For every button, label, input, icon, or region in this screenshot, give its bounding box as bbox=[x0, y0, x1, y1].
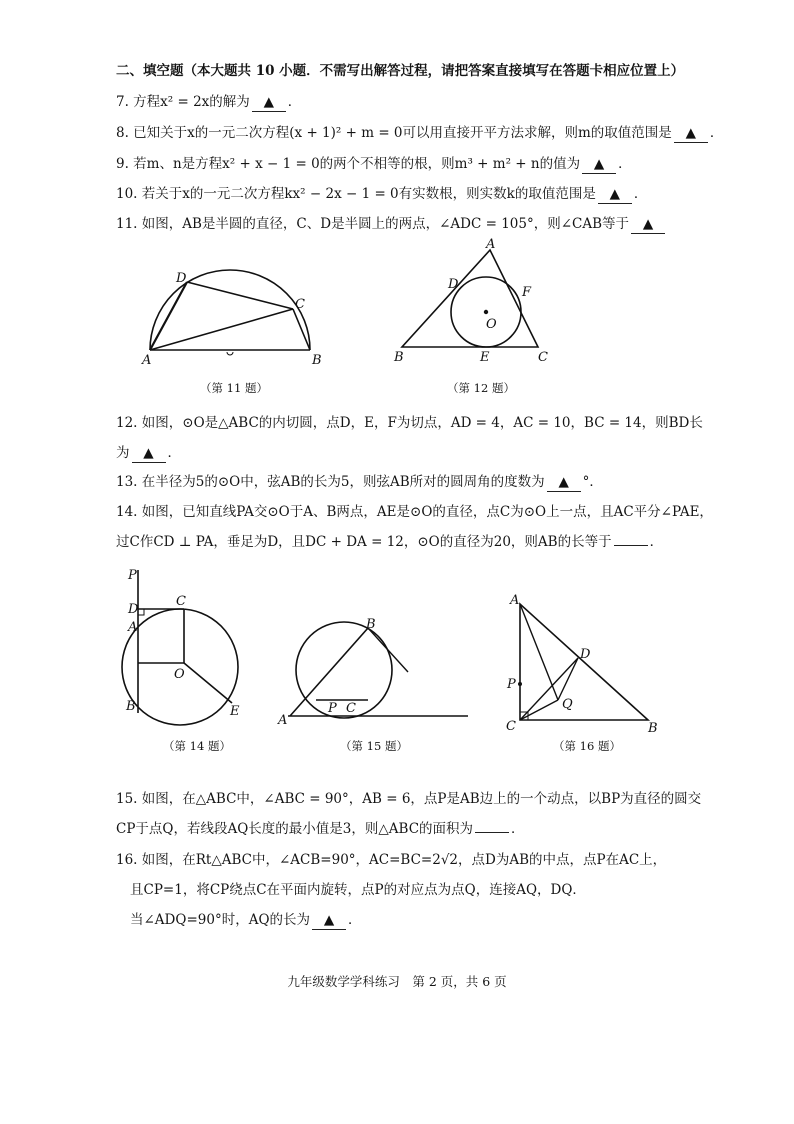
question-16-continued-2 bbox=[130, 911, 794, 930]
fig16-label-c: C bbox=[506, 719, 516, 734]
fig16-triangle-abc bbox=[520, 604, 648, 720]
answer-blank-11 bbox=[631, 215, 665, 234]
question-15-continued bbox=[116, 820, 794, 838]
fig11-label-d: D bbox=[176, 271, 187, 286]
question-12 bbox=[116, 414, 794, 432]
fig16-segment-cq bbox=[520, 700, 558, 720]
question-15-tail: ． bbox=[511, 821, 525, 837]
fig16-segment-aq bbox=[520, 604, 558, 700]
fig14-label-p: P bbox=[128, 568, 137, 583]
fig14-right-angle-d bbox=[138, 609, 144, 615]
section-title: 二、填空题（本大题共 10 小题．不需写出解答过程，请把答案直接填写在答题卡相应位置上） bbox=[116, 63, 685, 79]
fig11-label-b: B bbox=[312, 353, 322, 368]
question-7-tail: ． bbox=[287, 94, 302, 110]
fig14-label-b: B bbox=[126, 699, 136, 714]
fig15-circle bbox=[296, 622, 392, 718]
figure-14-caption: （第 14 题） bbox=[163, 739, 231, 753]
answer-mark-13: ▲ bbox=[558, 474, 569, 490]
question-11 bbox=[116, 215, 794, 234]
fig11-center-mark bbox=[227, 352, 233, 355]
answer-blank-7 bbox=[252, 93, 286, 112]
question-14 bbox=[116, 503, 794, 521]
figure-16 bbox=[500, 592, 670, 742]
figure-15-caption: （第 15 题） bbox=[340, 739, 408, 753]
answer-mark-11: ▲ bbox=[642, 216, 654, 232]
fig11-chord-ac bbox=[150, 309, 293, 350]
question-16-continued bbox=[130, 881, 794, 899]
fig14-label-e: E bbox=[230, 704, 240, 719]
question-9-tail: ． bbox=[618, 156, 632, 172]
question-8-tail: ． bbox=[709, 125, 724, 141]
fig16-segment-dq bbox=[558, 658, 578, 700]
question-12-text-2: 为 bbox=[116, 445, 130, 461]
question-13-tail: °． bbox=[582, 474, 603, 490]
question-9 bbox=[116, 155, 794, 174]
fig12-label-a: A bbox=[486, 237, 496, 252]
figure-14 bbox=[118, 565, 258, 725]
fig16-label-b: B bbox=[648, 721, 658, 736]
fig12-label-f: F bbox=[522, 285, 532, 300]
fig12-label-d: D bbox=[448, 277, 459, 292]
question-14-text: 14. 如图，已知直线PA交⊙O于A、B两点，AE是⊙O的直径，点C为⊙O上一点，且AC平分∠PAE， bbox=[116, 504, 713, 520]
question-16-text: 16. 如图，在Rt△ABC中，∠ACB=90°，AC=BC=2√2，点D为AB的中点，点P在AC上， bbox=[116, 852, 667, 868]
answer-blank-13 bbox=[547, 473, 581, 492]
fig14-label-o: O bbox=[174, 667, 185, 682]
question-12-continued bbox=[116, 444, 794, 463]
fig11-label-a: A bbox=[142, 353, 152, 368]
figure-11 bbox=[130, 260, 330, 370]
fig12-label-b: B bbox=[394, 350, 404, 365]
question-15-text: 15. 如图，在△ABC中，∠ABC = 90°，AB = 6，点P是AB边上的一个动点，以BP为直径的圆交 bbox=[116, 791, 702, 807]
fig15-label-b: B bbox=[366, 617, 376, 632]
fig14-label-d: D bbox=[128, 602, 139, 617]
fig16-label-a: A bbox=[510, 593, 520, 608]
question-14-tail: ． bbox=[649, 534, 664, 550]
fig11-chord-ad bbox=[150, 282, 187, 350]
question-15-text-2: CP于点Q，若线段AQ长度的最小值是3，则△ABC的面积为 bbox=[116, 821, 474, 837]
fig15-label-c: C bbox=[346, 701, 356, 716]
answer-mark-8: ▲ bbox=[685, 125, 696, 141]
fig12-label-e: E bbox=[480, 350, 490, 365]
page-footer: 九年级数学学科练习 第 2 页，共 6 页 bbox=[287, 974, 507, 989]
fig12-label-o: O bbox=[486, 317, 497, 332]
answer-mark-10: ▲ bbox=[609, 186, 621, 202]
answer-blank-9 bbox=[582, 155, 616, 174]
question-7 bbox=[116, 93, 794, 112]
answer-blank-15 bbox=[475, 832, 509, 833]
figure-15 bbox=[276, 612, 476, 730]
answer-blank-12 bbox=[132, 444, 166, 463]
question-10-tail: ． bbox=[633, 186, 648, 202]
fig16-label-d: D bbox=[580, 647, 591, 662]
fig14-segment-oe bbox=[184, 663, 232, 703]
question-14-continued bbox=[116, 533, 794, 551]
question-13 bbox=[116, 473, 794, 492]
fig16-label-p: P bbox=[507, 677, 516, 692]
fig15-label-p: P bbox=[328, 701, 337, 716]
figure-11-caption: （第 11 题） bbox=[200, 381, 268, 395]
fig12-label-c: C bbox=[538, 350, 548, 365]
question-16 bbox=[116, 851, 794, 869]
question-16-text-3: 当∠ADQ=90°时，AQ的长为 bbox=[130, 912, 311, 928]
figure-16-caption: （第 16 题） bbox=[553, 739, 621, 753]
question-8-text: 8. 已知关于x的一元二次方程(x + 1)² + m = 0可以用直接开平方法求解，则m的取值范围是 bbox=[116, 125, 672, 141]
question-9-text: 9. 若m、n是方程x² + x − 1 = 0的两个不相等的根，则m³ + m² + n的值为 bbox=[116, 156, 581, 172]
answer-blank-10 bbox=[598, 185, 632, 204]
fig16-label-q: Q bbox=[562, 697, 573, 712]
question-12-tail: ． bbox=[167, 445, 181, 461]
answer-mark-7: ▲ bbox=[263, 94, 274, 110]
fig14-label-a: A bbox=[128, 620, 138, 635]
answer-mark-12: ▲ bbox=[143, 445, 154, 461]
question-15 bbox=[116, 790, 794, 808]
question-11-text: 11. 如图，AB是半圆的直径，C、D是半圆上的两点，∠ADC = 105°，则∠CAB等于 bbox=[116, 216, 630, 232]
question-14-text-2: 过C作CD ⊥ PA，垂足为D，且DC + DA = 12，⊙O的直径为20，则AB的长等于 bbox=[116, 534, 612, 550]
question-10 bbox=[116, 185, 794, 204]
figure-12 bbox=[390, 237, 560, 370]
fig11-semicircle bbox=[150, 270, 310, 350]
question-7-text: 7. 方程x² = 2x的解为 bbox=[116, 94, 250, 110]
question-10-text: 10. 若关于x的一元二次方程kx² − 2x − 1 = 0有实数根，则实数k的取值范围是 bbox=[116, 186, 596, 202]
answer-blank-16 bbox=[312, 911, 346, 930]
question-16-text-2: 且CP=1，将CP绕点C在平面内旋转，点P的对应点为点Q，连接AQ，DQ． bbox=[130, 882, 586, 898]
fig14-label-c: C bbox=[176, 594, 186, 609]
question-13-text: 13. 在半径为5的⊙O中，弦AB的长为5，则弦AB所对的圆周角的度数为 bbox=[116, 474, 545, 490]
fig12-center-o bbox=[484, 310, 488, 314]
answer-mark-9: ▲ bbox=[593, 156, 605, 172]
fig15-segment-bc bbox=[368, 628, 408, 672]
answer-blank-14 bbox=[614, 545, 648, 546]
figure-12-caption: （第 12 题） bbox=[447, 381, 515, 395]
fig16-point-p bbox=[518, 682, 522, 686]
question-8 bbox=[116, 124, 794, 143]
answer-blank-8 bbox=[674, 124, 708, 143]
question-12-text: 12. 如图，⊙O是△ABC的内切圆，点D，E，F为切点，AD = 4，AC = 10，BC = 14，则BD长 bbox=[116, 415, 703, 431]
question-16-tail: ． bbox=[348, 912, 362, 928]
answer-mark-16: ▲ bbox=[323, 912, 335, 928]
fig11-label-c: C bbox=[295, 297, 305, 312]
fig15-label-a: A bbox=[278, 713, 288, 728]
